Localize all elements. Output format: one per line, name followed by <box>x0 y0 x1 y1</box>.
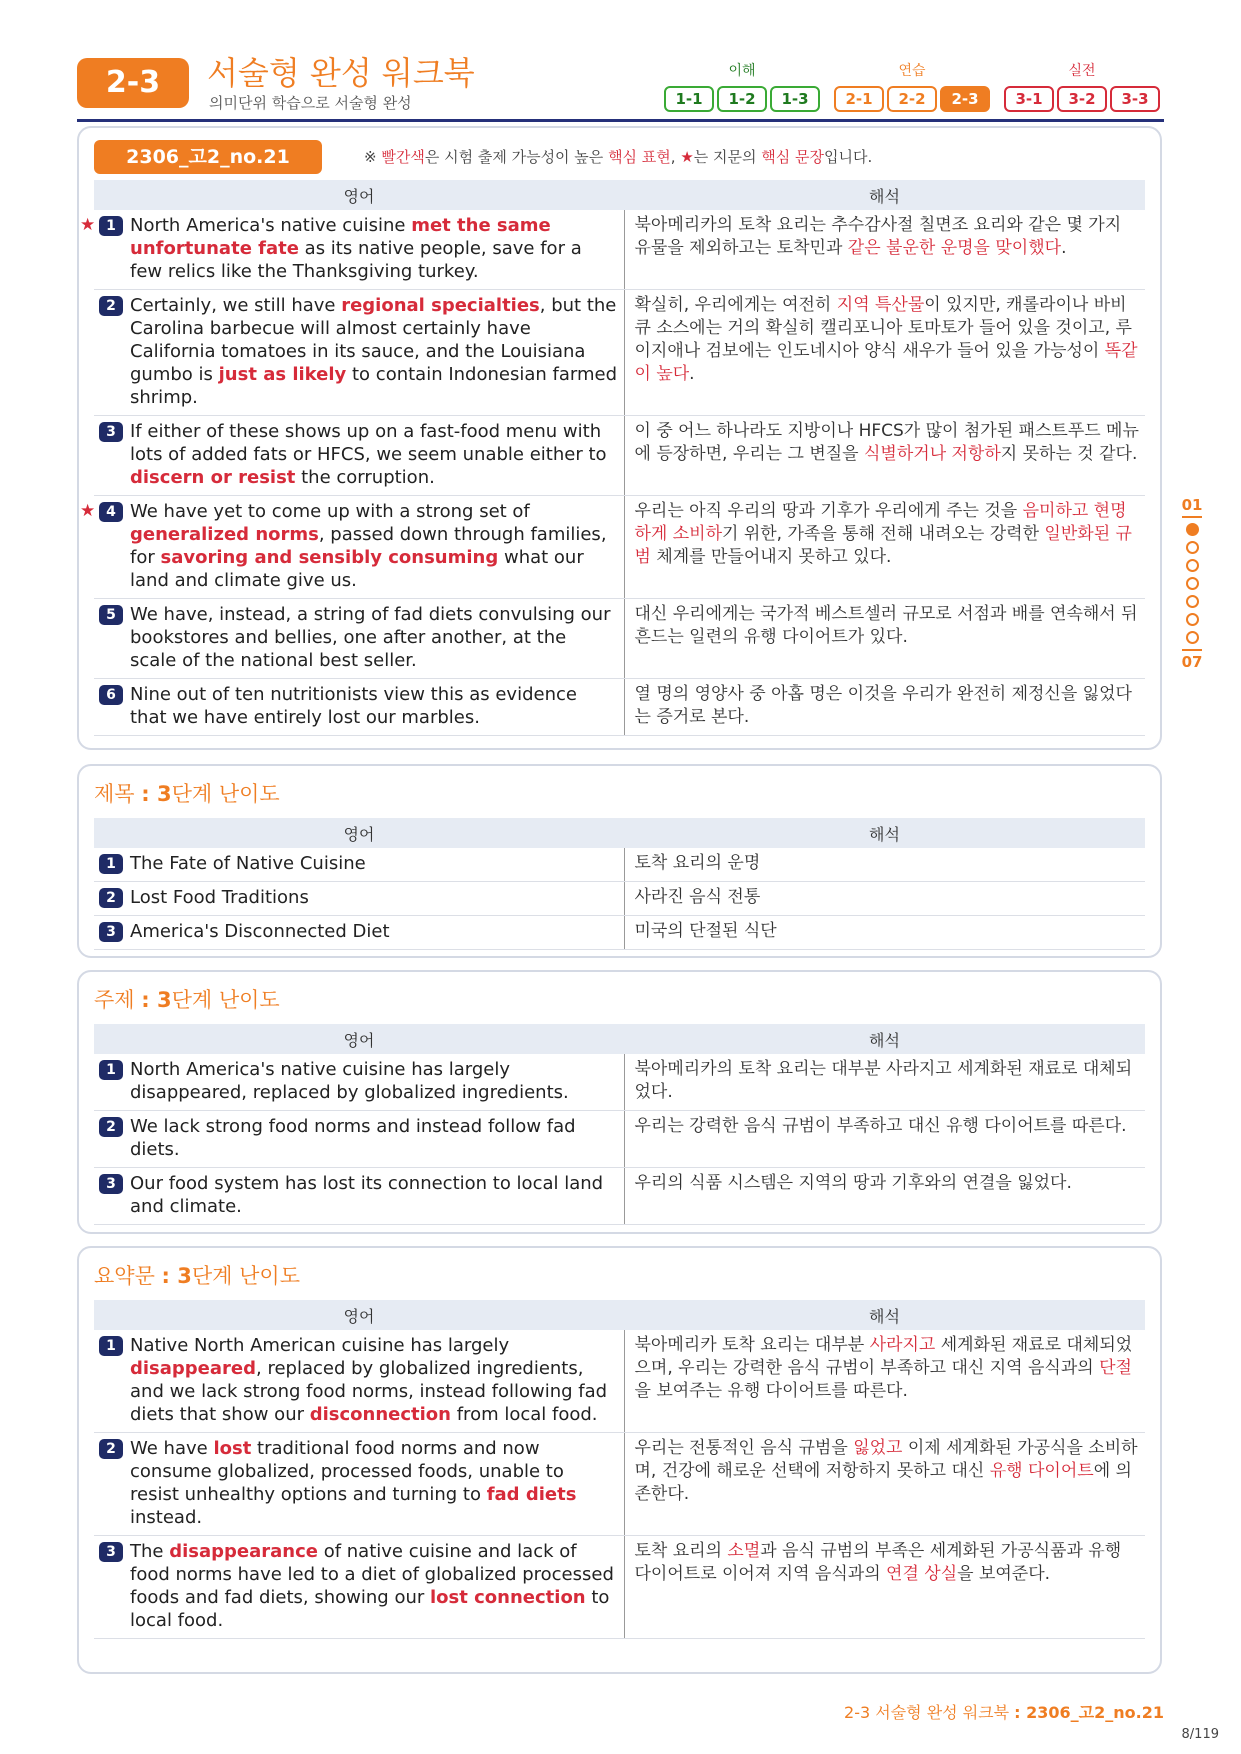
level-group-practice <box>834 86 990 112</box>
passage-table <box>80 180 1145 736</box>
theme-table <box>94 1024 1145 1225</box>
passage-card <box>77 126 1162 750</box>
key-expression: lost connection <box>430 1587 586 1608</box>
sentence-text: as its native people, save for a few relics like the Thanksgiving turkey. <box>130 238 582 282</box>
level-button-3-3[interactable]: 3-3 <box>1110 86 1160 112</box>
sentence-text: the corruption. <box>295 467 435 488</box>
sentence-number-badge: 2 <box>99 1439 123 1459</box>
sentence-text: We lack strong food norms and instead follow fad diets. <box>130 1116 576 1160</box>
sentence-number-badge: 3 <box>99 922 123 942</box>
side-nav-rule <box>1182 649 1202 651</box>
side-nav-end: 07 <box>1181 653 1203 671</box>
sentence-text: If either of these shows up on a fast-food menu with lots of added fats or HFCS, we seem unable either to <box>130 421 607 465</box>
theme-korean-cell <box>624 1168 1145 1225</box>
sentence-text: instead. <box>130 1507 203 1528</box>
column-header-korean: 해석 <box>624 1024 1145 1054</box>
title-section-heading: 제목 : 3단계 난이도 <box>94 782 280 806</box>
sentence-number-badge: 2 <box>99 1117 123 1137</box>
page-dot-icon[interactable] <box>1186 541 1199 554</box>
sentence-text: 지 못하는 것 같다. <box>1000 444 1138 464</box>
sentence-text: 토착 요리의 <box>634 1541 728 1561</box>
passage-korean-cell <box>624 210 1145 290</box>
sentence-text: North America's native cuisine <box>130 215 412 236</box>
key-expression: disconnection <box>309 1404 451 1425</box>
sentence-number-badge: 1 <box>99 854 123 874</box>
sentence-number-badge: 6 <box>99 685 123 705</box>
key-expression: 연결 상실 <box>886 1564 958 1584</box>
summary-english-cell <box>94 1536 624 1639</box>
column-header-english: 영어 <box>94 1300 624 1330</box>
key-expression: 잃었고 <box>853 1438 903 1458</box>
sentence-number-badge: 1 <box>99 1336 123 1356</box>
sentence-text: , but the Carolina barbecue will almost certainly have California tomatoes in its sauce, and the Louisiana gumbo is <box>130 295 617 385</box>
sentence-text: 을 보여주는 유행 다이어트를 따른다. <box>634 1381 908 1401</box>
level-group-real <box>1004 86 1160 112</box>
sentence-text: 이 중 어느 하나라도 지방이나 HFCS가 많이 첨가된 패스트푸드 메뉴에 등장하면, 우리는 그 변질을 <box>634 421 1139 464</box>
theme-card <box>77 970 1162 1234</box>
sentence-text: what our land and climate give us. <box>130 547 584 591</box>
key-expression: disappeared <box>130 1358 257 1379</box>
key-expression: fad diets <box>486 1484 577 1505</box>
passage-row <box>94 416 1145 496</box>
sentence-text: Lost Food Traditions <box>130 887 309 908</box>
sentence-text: Nine out of ten nutritionists view this as evidence that we have entirely lost our marbles. <box>130 684 577 728</box>
summary-row <box>94 1536 1145 1639</box>
title-english-cell <box>94 882 624 916</box>
sentence-text: of native cuisine and lack of food norms have led to a diet of globalized processed foods and fad diets, showing our <box>130 1541 614 1608</box>
passage-english-cell <box>94 679 624 736</box>
sentence-text: 우리는 강력한 음식 규범이 부족하고 대신 유행 다이어트를 따른다. <box>634 1116 1127 1136</box>
column-header-english: 영어 <box>94 180 624 210</box>
summary-section-heading: 요약문 : 3단계 난이도 <box>94 1264 300 1288</box>
title-korean-cell <box>624 916 1145 950</box>
key-expression: 유행 다이어트 <box>989 1461 1094 1481</box>
column-header-korean: 해석 <box>624 818 1145 848</box>
key-expression: 음미하고 현명하게 소비하 <box>634 501 1127 544</box>
sentence-text: 미국의 단절된 식단 <box>634 921 777 941</box>
level-group-label-real: 실전 <box>1068 63 1096 79</box>
theme-row <box>94 1111 1145 1168</box>
level-button-3-1[interactable]: 3-1 <box>1004 86 1054 112</box>
sentence-text: Certainly, we still have <box>130 295 342 316</box>
sentence-number-badge: 2 <box>99 888 123 908</box>
sentence-text: from local food. <box>451 1404 598 1425</box>
level-button-2-3[interactable]: 2-3 <box>940 86 990 112</box>
key-sentence-star-icon: ★ <box>80 501 96 521</box>
sentence-text: We have <box>130 1438 214 1459</box>
theme-row <box>94 1168 1145 1225</box>
sentence-text: 에 의존한다. <box>634 1461 1132 1504</box>
page-dot-icon[interactable] <box>1186 577 1199 590</box>
key-expression: just as likely <box>218 364 347 385</box>
level-button-1-1[interactable]: 1-1 <box>664 86 714 112</box>
column-header-english: 영어 <box>94 818 624 848</box>
passage-korean-cell <box>624 416 1145 496</box>
title-english-cell <box>94 916 624 950</box>
passage-row <box>94 290 1145 416</box>
key-expression: lost <box>213 1438 252 1459</box>
key-expression: 같은 불운한 운명을 맞이했다 <box>847 238 1062 258</box>
theme-row <box>94 1054 1145 1111</box>
theme-section-heading: 주제 : 3단계 난이도 <box>94 988 280 1012</box>
title-row <box>94 916 1145 950</box>
title-card <box>77 764 1162 958</box>
title-table <box>94 818 1145 950</box>
theme-english-cell <box>94 1111 624 1168</box>
level-button-1-2[interactable]: 1-2 <box>717 86 767 112</box>
footer-label: 2-3 서술형 완성 워크북 : 2306_고2_no.21 <box>844 1703 1164 1722</box>
unit-badge: 2-3 <box>77 58 189 108</box>
page-dot-icon[interactable] <box>1186 613 1199 626</box>
sentence-text: America's Disconnected Diet <box>130 921 390 942</box>
summary-card <box>77 1246 1162 1674</box>
column-header-korean: 해석 <box>624 180 1145 210</box>
side-page-nav <box>1178 496 1206 671</box>
header-divider <box>77 119 1164 122</box>
page-dot-icon[interactable] <box>1186 523 1199 536</box>
title-korean-cell <box>624 848 1145 882</box>
theme-korean-cell <box>624 1111 1145 1168</box>
level-button-2-1[interactable]: 2-1 <box>834 86 884 112</box>
sentence-text: 이제 세계화된 가공식을 소비하며, 건강에 해로운 선택에 저항하지 못하고 대신 <box>634 1438 1138 1481</box>
sentence-text: 북아메리카의 토착 요리는 대부분 사라지고 세계화된 재료로 대체되었다. <box>634 1059 1133 1102</box>
level-group-label-practice: 연습 <box>898 63 926 79</box>
passage-korean-cell <box>624 290 1145 416</box>
sentence-text: 을 보여준다. <box>957 1564 1051 1584</box>
summary-korean-cell <box>624 1433 1145 1536</box>
sentence-text: to local food. <box>130 1587 610 1631</box>
level-group-label-understand: 이해 <box>728 63 756 79</box>
theme-korean-cell <box>624 1054 1145 1111</box>
title-korean-cell <box>624 882 1145 916</box>
sentence-number-badge: 5 <box>99 605 123 625</box>
sentence-text: 이 있지만, 캐롤라이나 바비큐 소스에는 거의 확실히 캘리포니아 토마토가 들어 있을 것이고, 루이지애나 검보에는 인도네시아 양식 새우가 들어 있을 가능성이 <box>634 295 1132 361</box>
sentence-text: 체계를 만들어내지 못하고 있다. <box>650 547 892 567</box>
sentence-number-badge: 3 <box>99 1174 123 1194</box>
key-expression: met the same unfortunate fate <box>130 215 551 259</box>
key-expression: 사라지고 <box>869 1335 936 1355</box>
sentence-text: 열 명의 영양사 중 아홉 명은 이것을 우리가 완전히 제정신을 잃었다는 증거로 본다. <box>634 684 1132 727</box>
passage-english-cell <box>80 210 624 290</box>
summary-english-cell <box>94 1330 624 1433</box>
summary-row <box>94 1330 1145 1433</box>
column-header-english: 영어 <box>94 1024 624 1054</box>
page-dot-icon[interactable] <box>1186 559 1199 572</box>
sentence-text: The <box>130 1541 170 1562</box>
title-english-cell <box>94 848 624 882</box>
sentence-text: North America's native cuisine has largely disappeared, replaced by globalized ingredients. <box>130 1059 569 1103</box>
sentence-text: 우리의 식품 시스템은 지역의 땅과 기후와의 연결을 잃었다. <box>634 1173 1072 1193</box>
side-nav-start: 01 <box>1181 496 1203 514</box>
level-button-2-2[interactable]: 2-2 <box>887 86 937 112</box>
sentence-text: 사라진 음식 전통 <box>634 887 761 907</box>
passage-korean-cell <box>624 679 1145 736</box>
summary-korean-cell <box>624 1330 1145 1433</box>
key-expression: 식별하거나 저항하 <box>864 444 1001 464</box>
sentence-text: . <box>689 364 695 384</box>
key-expression: discern or resist <box>130 467 296 488</box>
sentence-text: 확실히, 우리에게는 여전히 <box>634 295 837 315</box>
page-dot-icon[interactable] <box>1186 631 1199 644</box>
sentence-number-badge: 1 <box>99 216 123 236</box>
sentence-number-badge: 3 <box>99 422 123 442</box>
sentence-number-badge: 4 <box>99 502 123 522</box>
sentence-text: , passed down through families, for <box>130 524 607 568</box>
passage-english-cell <box>94 599 624 679</box>
page-subtitle: 의미단위 학습으로 서술형 완성 <box>209 94 412 112</box>
sentence-text: , replaced by globalized ingredients, and we lack strong food norms, instead following fad diets that show our <box>130 1358 608 1425</box>
theme-english-cell <box>94 1054 624 1111</box>
key-expression: 소멸 <box>727 1541 761 1561</box>
passage-row <box>94 496 1145 599</box>
sentence-text: 우리는 아직 우리의 땅과 기후가 우리에게 주는 것을 <box>634 501 1023 521</box>
sentence-text: Native North American cuisine has largely <box>130 1335 510 1356</box>
title-row <box>94 882 1145 916</box>
sentence-text: traditional food norms and now consume globalized, processed foods, unable to resist unhealthy options and turning to <box>130 1438 564 1505</box>
level-button-1-3[interactable]: 1-3 <box>770 86 820 112</box>
sentence-text: 과 음식 규범의 부족은 세계화된 가공식품과 유행 다이어트로 이어져 지역 음식과의 <box>634 1541 1122 1584</box>
sentence-number-badge: 1 <box>99 1060 123 1080</box>
sentence-text: 대신 우리에게는 국가적 베스트셀러 규모로 서점과 배를 연속해서 뒤흔드는 일련의 유행 다이어트가 있다. <box>634 604 1138 647</box>
sentence-text: 북아메리카 토착 요리는 대부분 <box>634 1335 870 1355</box>
sentence-text: 우리는 전통적인 음식 규범을 <box>634 1438 854 1458</box>
passage-row <box>94 599 1145 679</box>
sentence-text: . <box>1061 238 1067 258</box>
key-expression: 똑같이 높다 <box>634 341 1138 384</box>
page-title: 서술형 완성 워크북 <box>207 54 475 92</box>
key-expression: disappearance <box>169 1541 318 1562</box>
summary-korean-cell <box>624 1536 1145 1639</box>
passage-row <box>94 210 1145 290</box>
sentence-text: The Fate of Native Cuisine <box>130 853 366 874</box>
summary-row <box>94 1433 1145 1536</box>
passage-code-badge: 2306_고2_no.21 <box>94 140 322 174</box>
key-expression: 일반화된 규범 <box>634 524 1132 567</box>
title-row <box>94 848 1145 882</box>
sentence-text: 기 위한, 가족을 통해 전해 내려오는 강력한 <box>722 524 1045 544</box>
legend-note: ※ 빨간색은 시험 출제 가능성이 높은 핵심 표현, ★는 지문의 핵심 문장입니다. <box>364 148 873 166</box>
summary-english-cell <box>94 1433 624 1536</box>
level-group-understand <box>664 86 820 112</box>
sentence-text: We have, instead, a string of fad diets convulsing our bookstores and bellies, one after another, at the scale of the national best seller. <box>130 604 611 671</box>
page-dot-icon[interactable] <box>1186 595 1199 608</box>
sentence-number-badge: 2 <box>99 296 123 316</box>
passage-english-cell <box>94 416 624 496</box>
sentence-text: Our food system has lost its connection to local land and climate. <box>130 1173 604 1217</box>
theme-english-cell <box>94 1168 624 1225</box>
sentence-text: 북아메리카의 토착 요리는 추수감사절 칠면조 요리와 같은 몇 가지 유물을 제외하고는 토착민과 <box>634 215 1122 258</box>
sentence-number-badge: 3 <box>99 1542 123 1562</box>
passage-english-cell <box>80 496 624 599</box>
key-expression: generalized norms <box>130 524 319 545</box>
key-expression: savoring and sensibly consuming <box>160 547 499 568</box>
key-sentence-star-icon: ★ <box>80 215 96 235</box>
key-expression: regional specialties <box>341 295 540 316</box>
sentence-text: 세계화된 재료로 대체되었으며, 우리는 강력한 음식 규범이 부족하고 대신 지역 음식과의 <box>634 1335 1133 1378</box>
column-header-korean: 해석 <box>624 1300 1145 1330</box>
sentence-text: to contain Indonesian farmed shrimp. <box>130 364 617 408</box>
passage-english-cell <box>94 290 624 416</box>
sentence-text: We have yet to come up with a strong set of <box>130 501 530 522</box>
key-expression: 단절 <box>1099 1358 1132 1378</box>
sentence-text: 토착 요리의 운명 <box>634 853 761 873</box>
page-number: 8/119 <box>1181 1727 1219 1742</box>
passage-korean-cell <box>624 599 1145 679</box>
passage-row <box>94 679 1145 736</box>
key-expression: 지역 특산물 <box>836 295 925 315</box>
passage-korean-cell <box>624 496 1145 599</box>
summary-table <box>94 1300 1145 1639</box>
side-nav-rule <box>1182 516 1202 518</box>
level-button-3-2[interactable]: 3-2 <box>1057 86 1107 112</box>
